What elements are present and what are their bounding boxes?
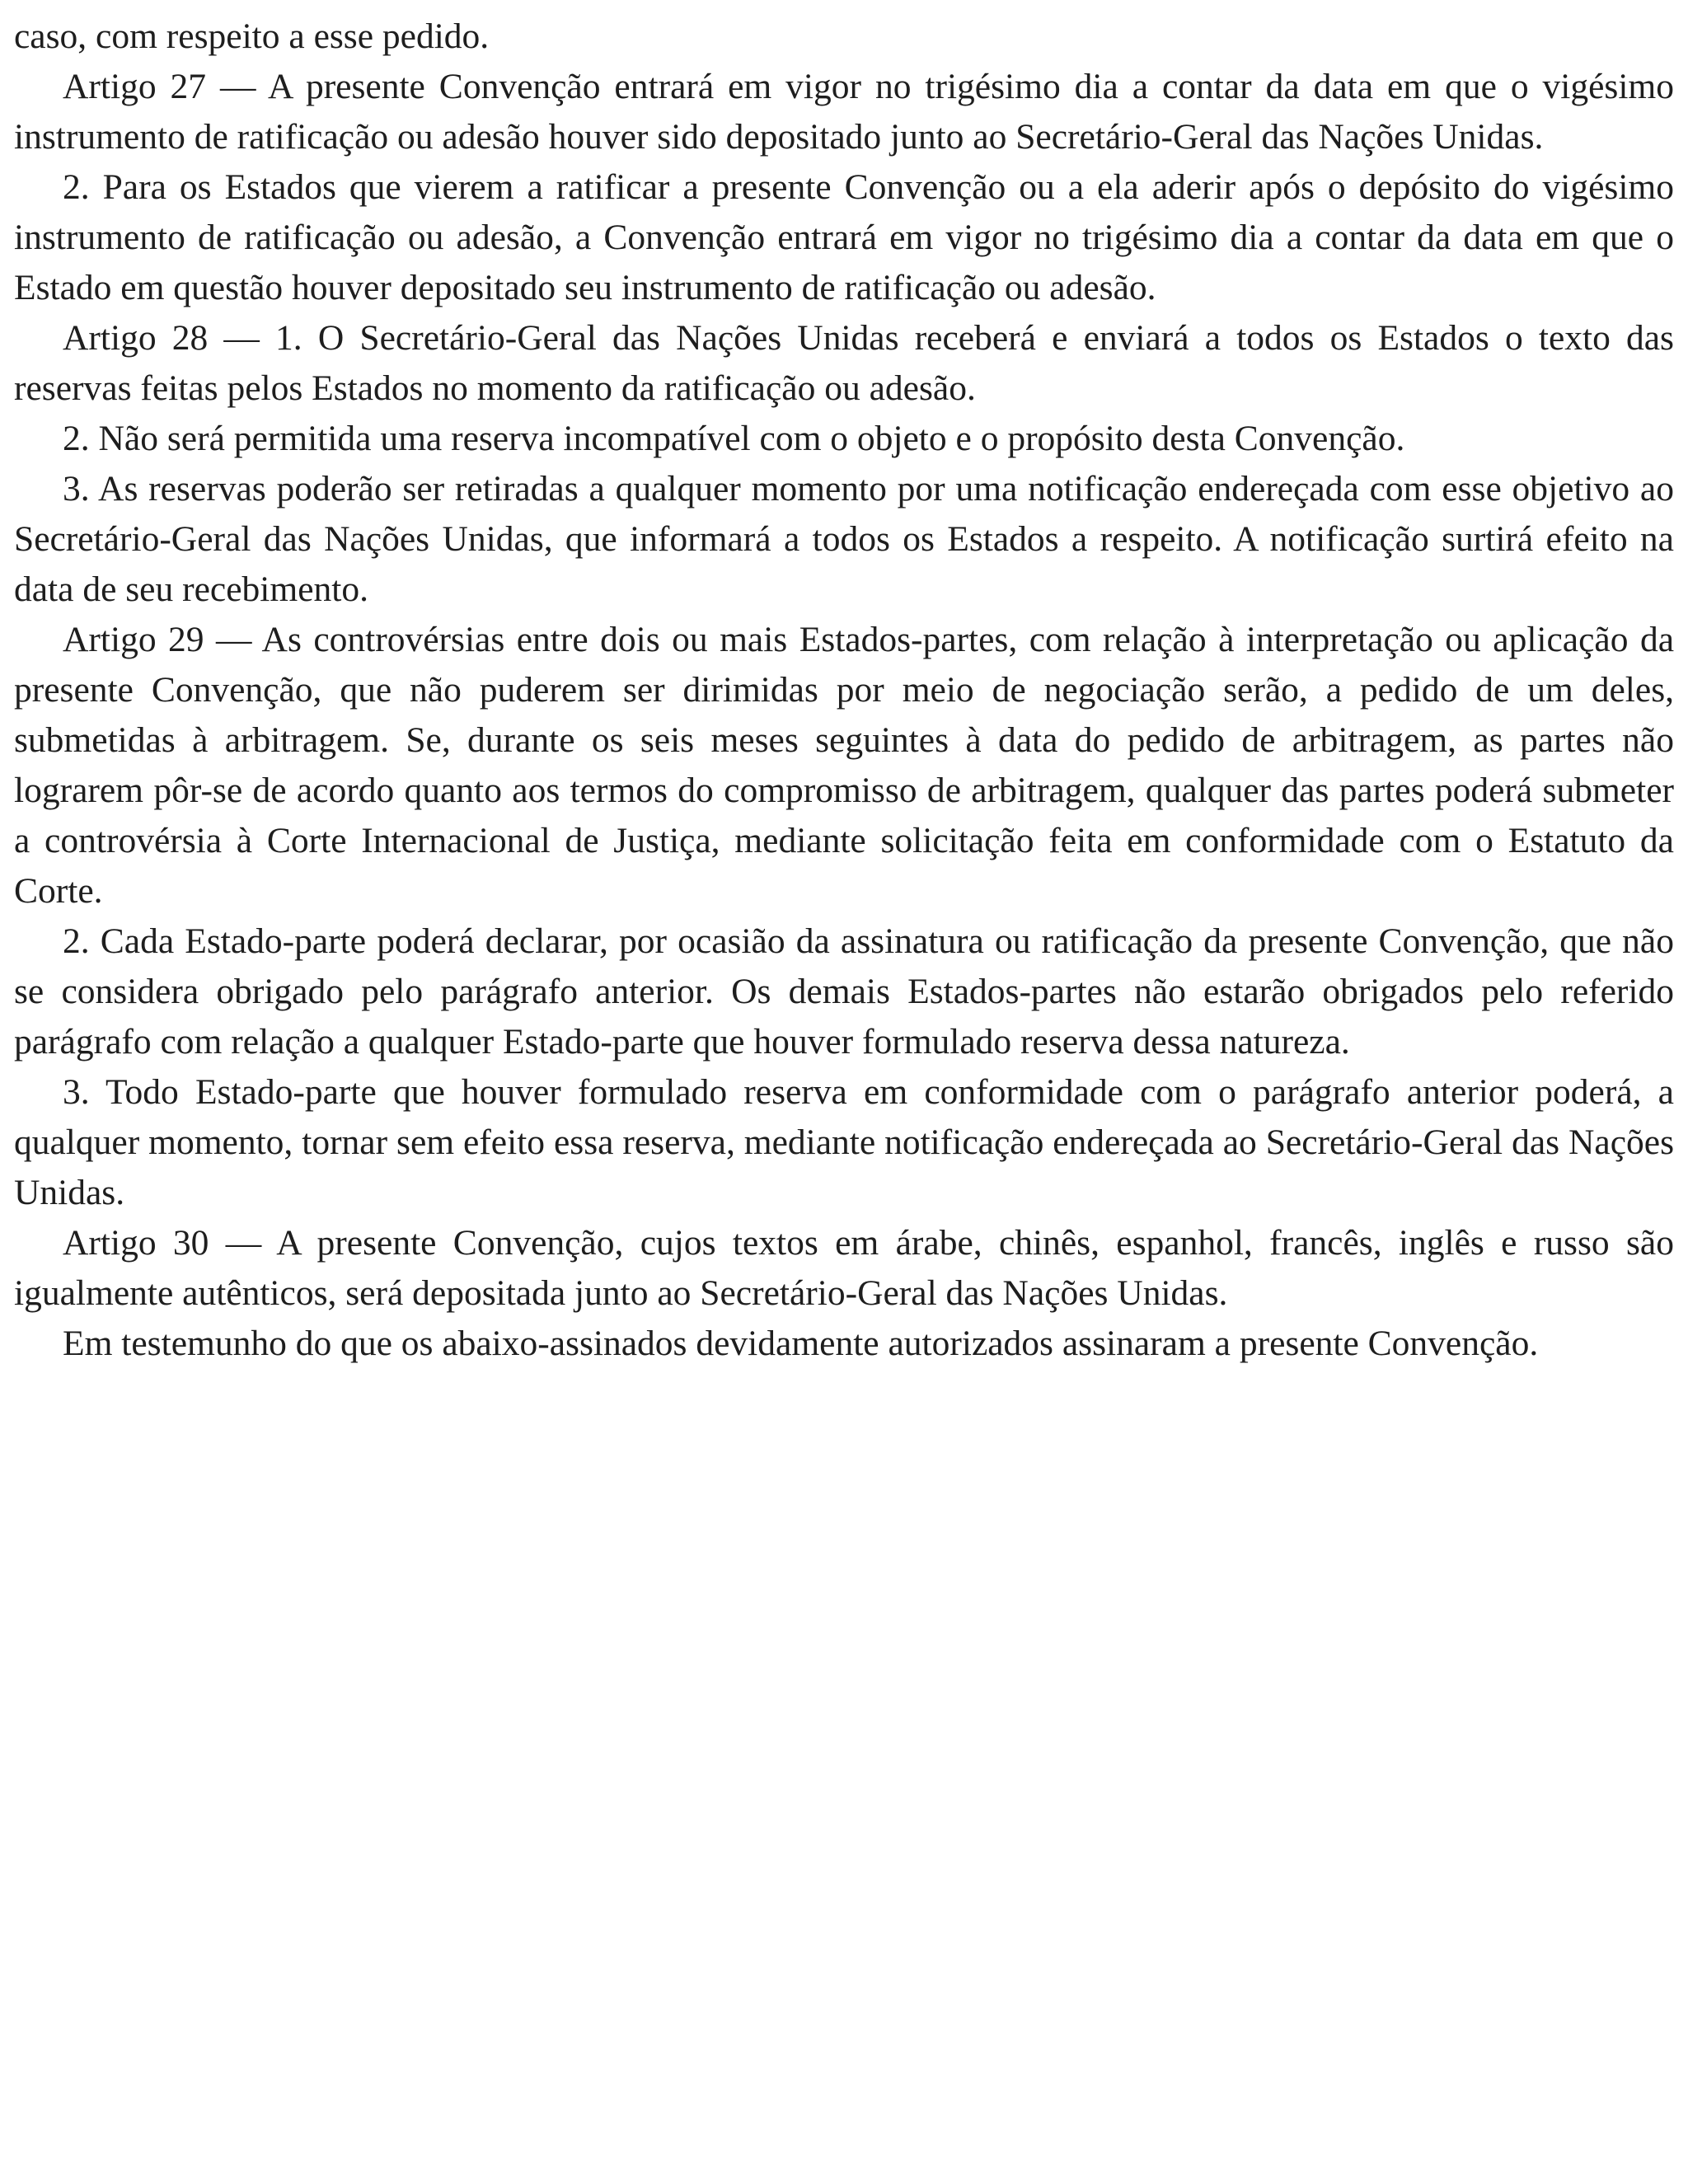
paragraph-closing: Em testemunho do que os abaixo-assinados devidamente autorizados assinaram a presente Convenção. (63, 1324, 1539, 1363)
paragraph-artigo-28-item-3: 3. As reservas poderão ser retiradas a qualquer momento por uma notificação endereçada com esse objetivo ao Secretário-Geral das Nações Unidas, que informará a todos os Estados a respeito. A notificação surtirá efeito na data de seu recebimento. (14, 469, 1674, 609)
paragraph-artigo-30: Artigo 30 — A presente Convenção, cujos textos em árabe, chinês, espanhol, francês, inglês e russo são igualmente autênticos, será depositada junto ao Secretário-Geral das Nações Unidas. (14, 1223, 1674, 1313)
paragraph-artigo-27: Artigo 27 — A presente Convenção entrará em vigor no trigésimo dia a contar da data em que o vigésimo instrumento de ratificação ou adesão houver sido depositado junto ao Secretário-Geral das Nações Unidas. (14, 67, 1674, 157)
paragraph-artigo-29: Artigo 29 — As controvérsias entre dois ou mais Estados-partes, com relação à interpretação ou aplicação da presente Convenção, que não puderem ser dirimidas por meio de negociação serão, a pedido de um deles, submetidas à arbitragem. Se, durante os seis meses seguintes à data do pedido de arbitragem, as partes não lograrem pôr-se de acordo quanto aos termos do compromisso de arbitragem, qualquer das partes poderá submeter a controvérsia à Corte Internacional de Justiça, mediante solicitação feita em conformidade com o Estatuto da Corte. (14, 620, 1674, 911)
paragraph-artigo-27-item-2: 2. Para os Estados que vierem a ratificar a presente Convenção ou a ela aderir após o depósito do vigésimo instrumento de ratificação ou adesão, a Convenção entrará em vigor no trigésimo dia a contar da data em que o Estado em questão houver depositado seu instrumento de ratificação ou adesão. (14, 167, 1674, 307)
paragraph-artigo-29-item-2: 2. Cada Estado-parte poderá declarar, por ocasião da assinatura ou ratificação da presente Convenção, que não se considera obrigado pelo parágrafo anterior. Os demais Estados-partes não estarão obrigados pelo referido parágrafo com relação a qualquer Estado-parte que houver formulado reserva dessa natureza. (14, 921, 1674, 1062)
paragraph-artigo-28-item-2: 2. Não será permitida uma reserva incompatível com o objeto e o propósito desta Convenção. (63, 419, 1405, 458)
paragraph-artigo-29-item-3: 3. Todo Estado-parte que houver formulado reserva em conformidade com o parágrafo anterior poderá, a qualquer momento, tornar sem efeito essa reserva, mediante notificação endereçada ao Secretário-Geral das Nações Unidas. (14, 1072, 1674, 1212)
document-page (14, 12, 1674, 1369)
paragraph-artigo-28: Artigo 28 — 1. O Secretário-Geral das Nações Unidas receberá e enviará a todos os Estados o texto das reservas feitas pelos Estados no momento da ratificação ou adesão. (14, 318, 1674, 408)
paragraph-continuation: caso, com respeito a esse pedido. (14, 16, 490, 56)
